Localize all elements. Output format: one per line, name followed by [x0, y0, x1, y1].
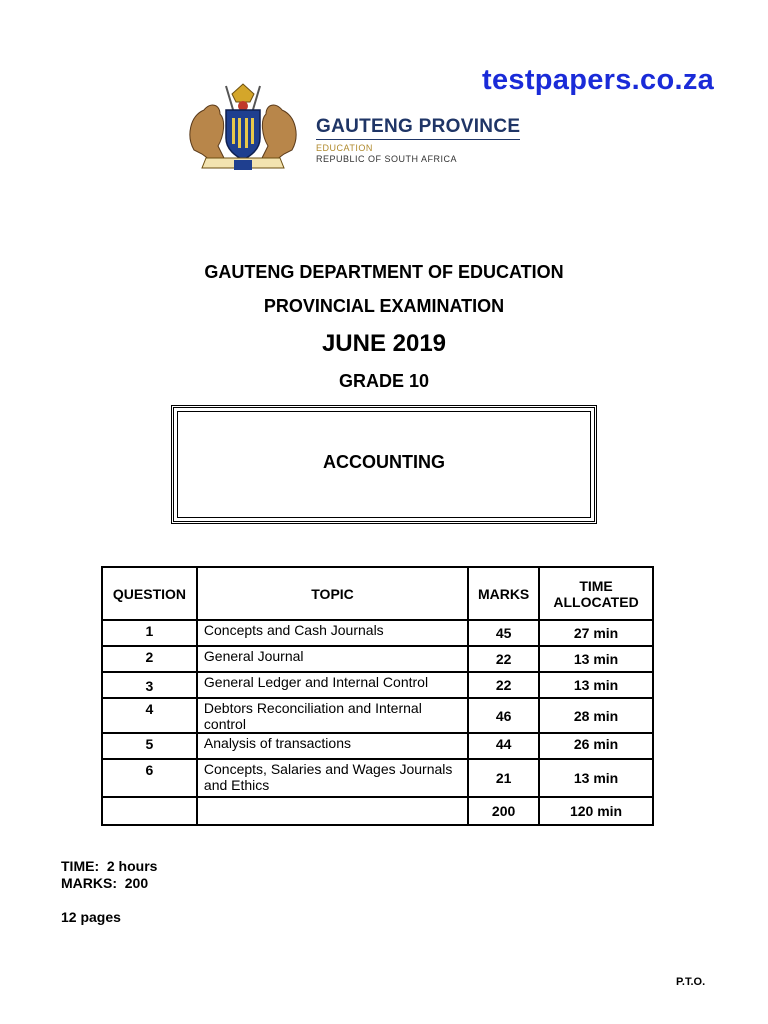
table-row: [102, 733, 653, 759]
question-number: 6: [102, 759, 197, 797]
question-topic: Debtors Reconciliation and Internal control: [197, 698, 468, 733]
grade-heading: GRADE 10: [338, 371, 430, 391]
question-time: 28 min: [539, 698, 653, 733]
question-time: 13 min: [539, 672, 653, 698]
question-topic: General Ledger and Internal Control: [197, 672, 468, 698]
question-number: 2: [102, 646, 197, 672]
question-time: 13 min: [539, 759, 653, 797]
question-marks: 46: [468, 698, 539, 733]
logo-subtitle-country: REPUBLIC OF SOUTH AFRICA: [316, 154, 458, 164]
total-marks: 200: [468, 797, 539, 825]
coat-of-arms-icon: [180, 80, 306, 172]
logo-subtitle-education: EDUCATION: [316, 143, 373, 153]
table-header-row: [102, 567, 653, 620]
question-table: [101, 566, 654, 826]
total-question: [102, 797, 197, 825]
header-marks: MARKS: [468, 567, 539, 620]
question-time: 26 min: [539, 733, 653, 759]
question-marks: 22: [468, 646, 539, 672]
header-time: TIME ALLOCATED: [539, 567, 653, 620]
question-number: 3: [102, 672, 197, 698]
logo-title: GAUTENG PROVINCE: [316, 116, 521, 137]
gauteng-logo: [168, 80, 548, 176]
question-number: 5: [102, 733, 197, 759]
exam-heading: PROVINCIAL EXAMINATION: [263, 296, 505, 316]
header-topic: TOPIC: [197, 567, 468, 620]
header-question: QUESTION: [102, 567, 197, 620]
page-count: 12 pages: [61, 909, 121, 925]
subject-title: ACCOUNTING: [323, 452, 445, 472]
question-topic: Concepts and Cash Journals: [197, 620, 468, 646]
question-marks: 44: [468, 733, 539, 759]
question-marks: 22: [468, 672, 539, 698]
question-number: 1: [102, 620, 197, 646]
table-row: [102, 646, 653, 672]
question-topic: General Journal: [197, 646, 468, 672]
question-topic: Concepts, Salaries and Wages Journals and Ethics: [197, 759, 468, 797]
question-topic: Analysis of transactions: [197, 733, 468, 759]
exam-marks: MARKS: 200: [61, 875, 149, 891]
question-marks: 21: [468, 759, 539, 797]
exam-time: TIME: 2 hours: [61, 858, 158, 874]
table-row: [102, 759, 653, 797]
table-row: [102, 620, 653, 646]
logo-divider: [316, 139, 520, 140]
exam-date: JUNE 2019: [321, 330, 447, 357]
subject-box: [171, 405, 597, 524]
pto-note: P.T.O.: [676, 976, 706, 988]
table-row: [102, 698, 653, 733]
department-heading: GAUTENG DEPARTMENT OF EDUCATION: [204, 262, 564, 282]
question-number: 4: [102, 698, 197, 733]
question-time: 13 min: [539, 646, 653, 672]
question-marks: 45: [468, 620, 539, 646]
total-time: 120 min: [539, 797, 653, 825]
site-link[interactable]: testpapers.co.za: [482, 64, 715, 96]
total-topic: [197, 797, 468, 825]
question-time: 27 min: [539, 620, 653, 646]
table-row: [102, 672, 653, 698]
table-total-row: [102, 797, 653, 825]
